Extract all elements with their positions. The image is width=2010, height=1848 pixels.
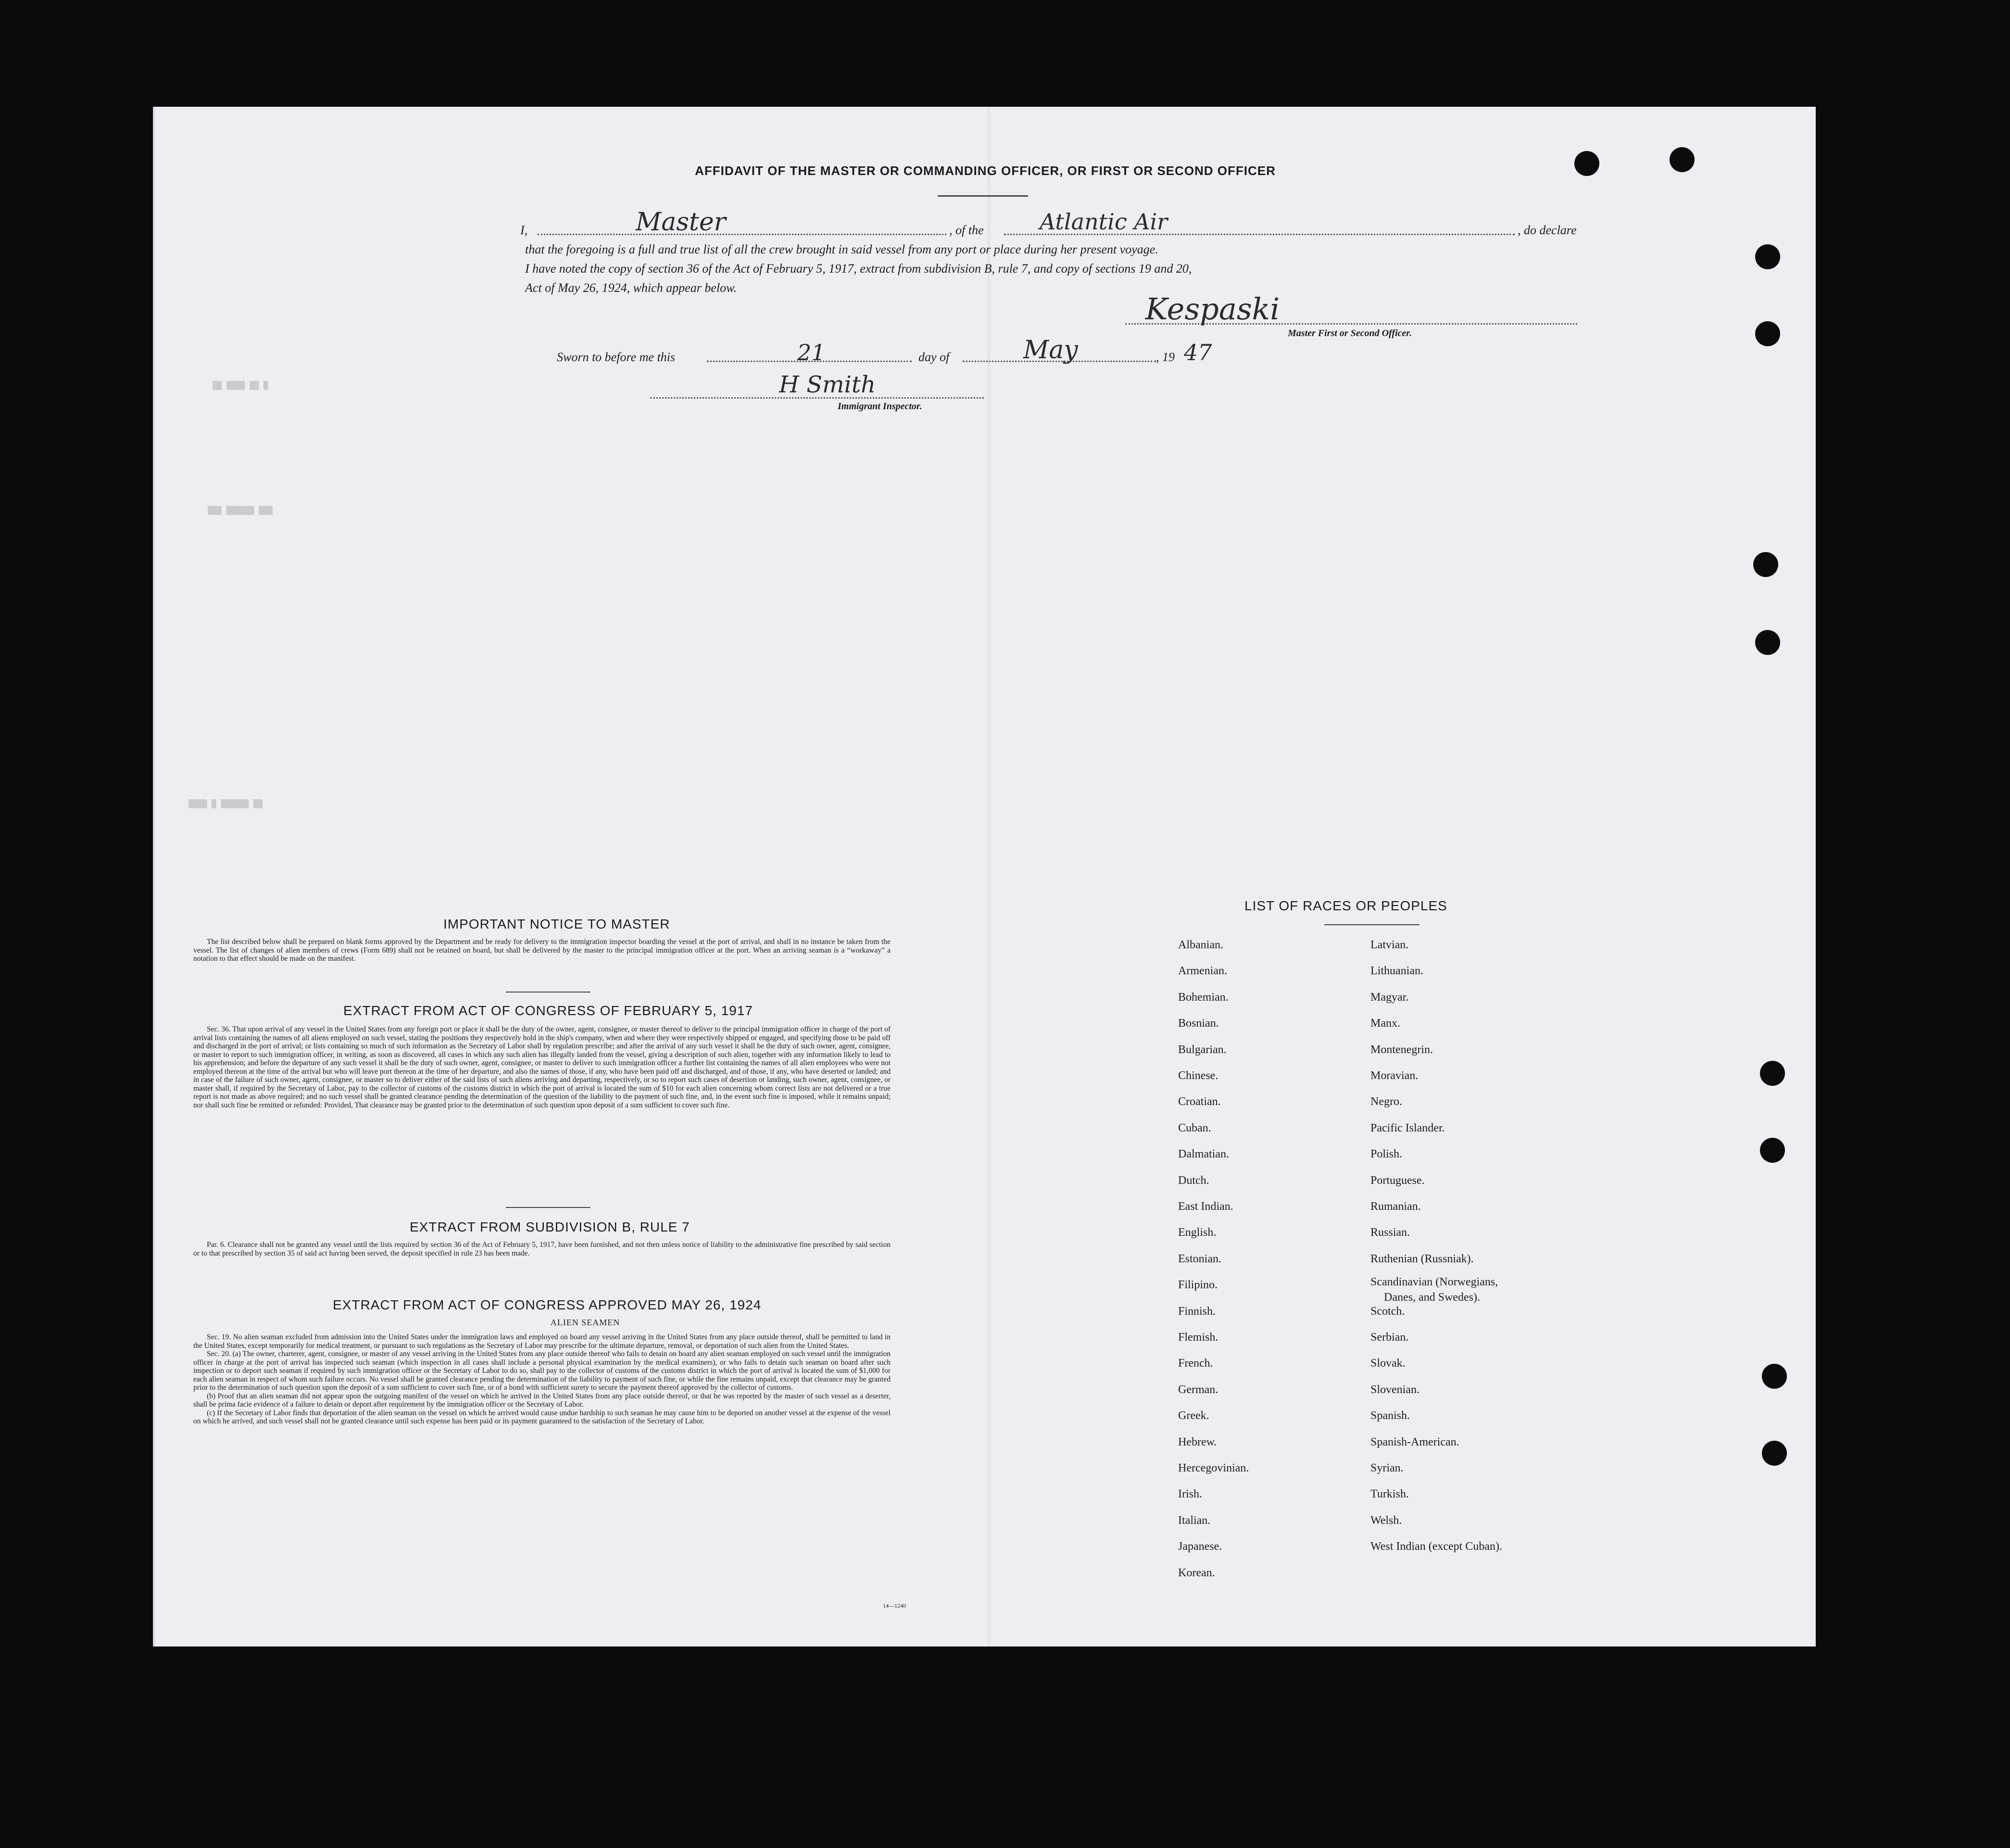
master-signature: Kespaski (1145, 291, 1280, 327)
affidavit-line-2: that the foregoing is a full and true list of all the crew brought in said vessel from any port or place during her present voyage. (525, 242, 1158, 256)
section-20a-paragraph: Sec. 20. (a) The owner, charterer, agent, consignee, or master of any vessel arriving in the United States from any place outside thereof who fails to detain on board any alien seaman employed on such vessel until the immigration officer in charge at the port of arrival has inspected such seaman (which inspection in all cases shall include a personal physical examination by the medical examiners), or who fails to detain such seaman on board after such inspection or to deport such seaman if required by such immigration officer or the Secretary of Labor to do so, shall pay to the collector of customs of the customs district in which the port of arrival is located the sum of $1,000 for each alien seaman in respect of whom such failure occurs. No vessel shall be granted clearance pending the determination of the liability to payment of such fine, or while the fine remains unpaid, except that clearance may be granted prior to the determination of such question upon the deposit of a sum sufficient to cover such fine, or of a bond with sufficient surety to secure the payment thereof approved by the collector of customs. (193, 1350, 891, 1392)
race-item: Moravian. (1370, 1069, 1419, 1082)
divider (938, 195, 1028, 197)
notice-paragraph: The list described below shall be prepared on blank forms approved by the Department and be ready for delivery to the immigration inspector boarding the vessel at the port of arrival, and shall in no instance be taken from the vessel. The list of changes of alien members of crews (Form 689) shall not be retained on board, but shall be delivered by the master to the principal immigration officer at the port. When an arriving seaman is a “workaway” a notation to that effect should be made on the manifest. (193, 938, 891, 963)
bleed-through-mark: ▒▒▒▒ ▒ ▒▒▒▒▒▒ ▒▒ (188, 799, 263, 808)
day-of-label: day of (918, 350, 950, 364)
race-item: Portuguese. (1370, 1174, 1425, 1187)
race-item: Pacific Islander. (1370, 1121, 1445, 1134)
section-36-paragraph: Sec. 36. That upon arrival of any vessel in the United States from any foreign port or place it shall be the duty of the owner, agent, consignee, or master thereof to deliver to the principal immigration officer in charge of the port of arrival lists containing the names of all aliens employed on such vessel, stating the positions they respectively hold in the ship's company, when and where they were respectively shipped or engaged, and specifying those to be paid off and discharged in the port of arrival; or lists containing so much of such information as the Secretary of Labor shall by regulation prescribe; and after the arrival of any such vessel it shall be the duty of such owner, agent, consignee, or master to report to such immigration officer, in writing, as soon as discovered, all cases in which any such alien has illegally landed from the vessel, giving a description of such alien, together with any information likely to lead to his apprehension; and before the departure of any such vessel it shall be the duty of such owner, agent, consignee, or master to deliver to such immigration officer a further list containing the names of all alien employees who were not employed thereon at the time of the arrival but who will leave port thereon at the time of her departure, and also the names of those, if any, who have been paid off and discharged, and of those, if any, who have deserted or landed; and in case of the failure of such owner, agent, consignee, or master so to deliver either of the said lists of such aliens arriving and departing, respectively, or so to report such cases of desertion or landing, such owner, agent, consignee, or master shall, if required by the Secretary of Labor, pay to the collector of customs of the customs district in which the port of arrival is located the sum of $10 for each alien concerning whom correct lists are not delivered or a true report is not made as above required; and no such vessel shall be granted clearance pending the determination of the question of the liability to the payment of such fine, and, in the event such fine is imposed, while it remains unpaid; nor shall such fine be remitted or refunded: Provided, That clearance may be granted prior to the determination of such question upon deposit of a sum sufficient to cover such fine. (193, 1025, 891, 1109)
binder-hole (1760, 1138, 1785, 1163)
form-number: 14—1240 (883, 1602, 906, 1609)
signature-caption: Master First or Second Officer. (1288, 328, 1412, 339)
do-declare-label: , do declare (1518, 223, 1577, 237)
race-item: Irish. (1178, 1488, 1202, 1501)
year-handwritten: 47 (1184, 339, 1212, 365)
race-item: Syrian. (1370, 1462, 1404, 1474)
race-item: Hercegovinian. (1178, 1462, 1249, 1474)
month-handwritten: May (1023, 336, 1078, 365)
binder-hole (1755, 630, 1780, 655)
race-item: English. (1178, 1226, 1217, 1239)
race-item: West Indian (except Cuban). (1370, 1540, 1502, 1553)
section-20b-paragraph: (b) Proof that an alien seaman did not appear upon the outgoing manifest of the vessel on which he arrived in the United States from any place outside thereof, or that he was reported by the master of such vessel as a deserter, shall be prima facie evidence of a failure to detain or deport after requirement by the immigration officer or the Secretary of Labor. (193, 1392, 891, 1408)
notice-text (193, 938, 891, 963)
race-item: Bohemian. (1178, 991, 1229, 1004)
race-item: Slovak. (1370, 1357, 1406, 1370)
race-item: Croatian. (1178, 1095, 1221, 1108)
race-item: Dutch. (1178, 1174, 1209, 1187)
binder-hole (1762, 1364, 1787, 1389)
race-item: Welsh. (1370, 1514, 1402, 1527)
section-19-paragraph: Sec. 19. No alien seaman excluded from admission into the United States under the immigration laws and employed on board any vessel arriving in the United States from any place outside thereof, shall be permitted to land in the United States, except temporarily for medical treatment, or pursuant to such regulations as the Secretary of Labor may prescribe for the ultimate departure, removal, or deportation of such alien from the United States. (193, 1333, 891, 1350)
race-item: Dalmatian. (1178, 1148, 1229, 1161)
document-page (153, 107, 1816, 1647)
race-item: Spanish. (1370, 1409, 1410, 1422)
alien-seamen-subtitle: ALIEN SEAMEN (550, 1318, 620, 1327)
day-handwritten: 21 (797, 339, 826, 365)
race-item: Slovenian. (1370, 1383, 1420, 1396)
binder-hole (1762, 1441, 1787, 1466)
race-item: Montenegrin. (1370, 1043, 1433, 1056)
subdivision-text (193, 1241, 891, 1257)
year-prefix: , 19 (1156, 350, 1175, 364)
race-item: Negro. (1370, 1095, 1402, 1108)
race-item: Japanese. (1178, 1540, 1222, 1553)
race-item: Cuban. (1178, 1121, 1211, 1134)
binder-hole (1755, 321, 1780, 346)
binder-hole (1670, 147, 1695, 172)
affidavit-line-4: Act of May 26, 1924, which appear below. (525, 281, 737, 295)
race-item: Estonian. (1178, 1252, 1221, 1265)
race-item: Manx. (1370, 1017, 1400, 1030)
binder-hole (1755, 244, 1780, 269)
extract-1924-text (193, 1333, 891, 1426)
race-item: Polish. (1370, 1148, 1403, 1161)
race-item: Finnish. (1178, 1305, 1216, 1318)
race-item: Scotch. (1370, 1305, 1405, 1318)
of-the-label: , of the (949, 223, 984, 237)
extract-1917-text (193, 1025, 891, 1109)
name-handwritten: Master (636, 208, 726, 237)
subdivision-title: EXTRACT FROM SUBDIVISION B, RULE 7 (410, 1219, 690, 1234)
extract-1917-title: EXTRACT FROM ACT OF CONGRESS OF FEBRUARY 5, 1917 (343, 1003, 753, 1018)
rule-7-paragraph: Par. 6. Clearance shall not be granted any vessel until the lists required by section 36 of the Act of February 5, 1917, have been furnished, and not then unless notice of liability to the administrative fine prescribed by said section or to that prescribed by section 35 of said act having been served, the deposit specified in rule 23 has been made. (193, 1241, 891, 1257)
races-title: LIST OF RACES OR PEOPLES (1244, 898, 1447, 913)
binder-hole (1574, 151, 1599, 176)
sworn-label: Sworn to before me this (557, 350, 676, 364)
race-item: Latvian. (1370, 939, 1409, 951)
page-fold (988, 107, 990, 1647)
divider (1324, 924, 1420, 925)
race-item: Armenian. (1178, 965, 1227, 978)
binder-hole (1760, 1061, 1785, 1086)
inspector-line (650, 396, 984, 399)
race-item: Hebrew. (1178, 1435, 1217, 1448)
race-item: German. (1178, 1383, 1219, 1396)
i-label: I, (520, 223, 528, 237)
vessel-handwritten: Atlantic Air (1040, 209, 1168, 235)
race-item: Turkish. (1370, 1488, 1409, 1501)
race-item: Magyar. (1370, 991, 1409, 1004)
race-item: Serbian. (1370, 1331, 1409, 1344)
affidavit-title: AFFIDAVIT OF THE MASTER OR COMMANDING OFFICER, OR FIRST OR SECOND OFFICER (695, 163, 1276, 178)
divider (506, 1207, 590, 1208)
inspector-caption: Immigrant Inspector. (838, 401, 922, 412)
race-item: Albanian. (1178, 939, 1223, 951)
affidavit-line-3: I have noted the copy of section 36 of the Act of February 5, 1917, extract from subdivision B, rule 7, and copy of sections 19 and 20, (525, 262, 1192, 276)
race-item: East Indian. (1178, 1200, 1233, 1213)
race-item: Italian. (1178, 1514, 1211, 1527)
signature-line (1125, 322, 1577, 325)
race-item: Russian. (1370, 1226, 1410, 1239)
inspector-signature: H Smith (779, 371, 876, 398)
binder-hole (1753, 552, 1778, 577)
race-item: Greek. (1178, 1409, 1209, 1422)
race-item: Flemish. (1178, 1331, 1219, 1344)
name-line (538, 233, 946, 235)
notice-title: IMPORTANT NOTICE TO MASTER (443, 917, 670, 931)
race-item: Korean. (1178, 1566, 1215, 1579)
race-item: Rumanian. (1370, 1200, 1421, 1213)
extract-1924-title: EXTRACT FROM ACT OF CONGRESS APPROVED MAY 26, 1924 (333, 1297, 762, 1312)
race-item: Filipino. (1178, 1279, 1218, 1292)
race-item: French. (1178, 1357, 1213, 1370)
divider (506, 992, 590, 993)
bleed-through-mark: ▒▒ ▒▒▒▒ ▒▒ ▒ (213, 381, 268, 390)
race-item: Lithuanian. (1370, 965, 1423, 978)
race-item: Danes, and Swedes). (1384, 1291, 1480, 1304)
race-item: Bulgarian. (1178, 1043, 1227, 1056)
race-item: Spanish-American. (1370, 1435, 1459, 1448)
race-item: Chinese. (1178, 1069, 1219, 1082)
bleed-through-mark: ▒▒▒ ▒▒▒▒▒▒ ▒▒▒ (208, 506, 273, 515)
race-item: Ruthenian (Russniak). (1370, 1252, 1474, 1265)
section-20c-paragraph: (c) If the Secretary of Labor finds that deportation of the alien seaman on the vessel on which he arrived would cause undue hardship to such seaman he may cause him to be deported on another vessel at the expense of the vessel on which he arrived, and such vessel shall not be granted clearance until such expense has been paid or its payment guaranteed to the satisfaction of the Secretary of Labor. (193, 1408, 891, 1425)
race-item: Bosnian. (1178, 1017, 1219, 1030)
race-item: Scandinavian (Norwegians, (1370, 1276, 1498, 1289)
